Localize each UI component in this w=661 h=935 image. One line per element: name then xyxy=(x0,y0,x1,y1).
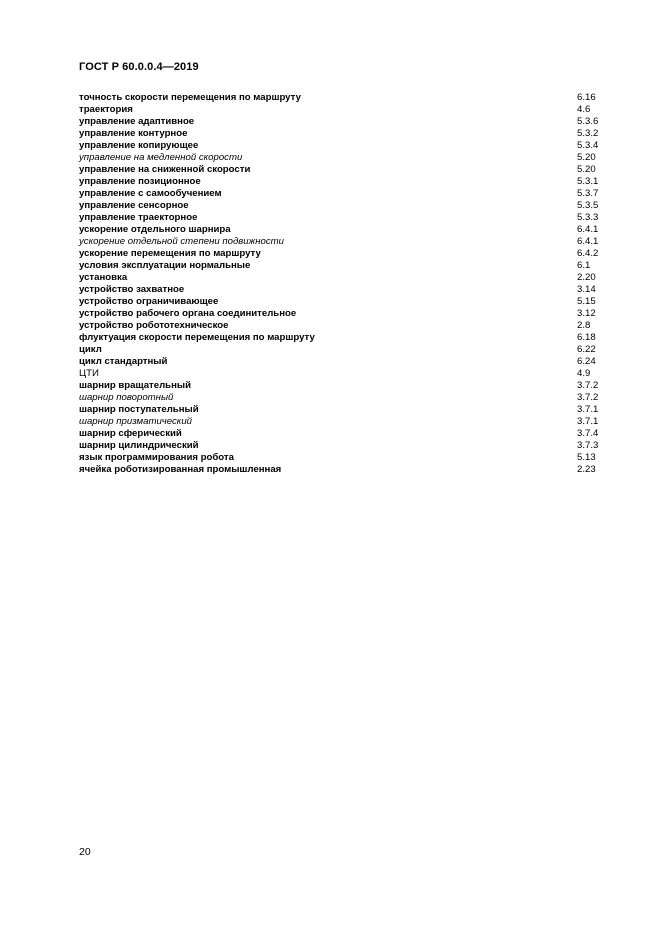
index-entry xyxy=(79,428,619,440)
index-entry xyxy=(79,380,619,392)
index-entry xyxy=(79,152,619,164)
index-term: условия эксплуатации нормальные xyxy=(79,260,251,271)
index-entry xyxy=(79,308,619,320)
index-term: устройство робототехническое xyxy=(79,320,229,331)
index-entry xyxy=(79,236,619,248)
index-term: шарнир призматический xyxy=(79,416,192,427)
index-term: шарнир вращательный xyxy=(79,380,191,391)
index-entry xyxy=(79,224,619,236)
document-header xyxy=(79,61,199,73)
index-term: управление позиционное xyxy=(79,176,201,187)
index-term: шарнир цилиндрический xyxy=(79,440,199,451)
index-entry xyxy=(79,464,619,476)
index-entry xyxy=(79,260,619,272)
index-entry xyxy=(79,320,619,332)
index-term: шарнир поступательный xyxy=(79,404,199,415)
index-section-ref: 4.6 xyxy=(577,104,591,115)
index-term: управление траекторное xyxy=(79,212,198,223)
index-term: ускорение отдельной степени подвижности xyxy=(79,236,284,247)
index-section-ref: 5.3.3 xyxy=(577,212,599,223)
index-section-ref: 5.20 xyxy=(577,164,596,175)
index-entry xyxy=(79,416,619,428)
index-entry xyxy=(79,404,619,416)
index-section-ref: 5.3.4 xyxy=(577,140,599,151)
index-term: устройство захватное xyxy=(79,284,185,295)
index-section-ref: 4.9 xyxy=(577,368,591,379)
index-section-ref: 5.3.6 xyxy=(577,116,599,127)
index-section-ref: 6.4.1 xyxy=(577,236,599,247)
index-section-ref: 5.3.2 xyxy=(577,128,599,139)
index-entry xyxy=(79,212,619,224)
index-entry xyxy=(79,392,619,404)
index-section-ref: 2.20 xyxy=(577,272,596,283)
index-entry xyxy=(79,248,619,260)
index-section-ref: 2.23 xyxy=(577,464,596,475)
index-section-ref: 3.7.2 xyxy=(577,392,599,403)
index-section-ref: 3.7.3 xyxy=(577,440,599,451)
index-term: устройство ограничивающее xyxy=(79,296,219,307)
index-section-ref: 3.12 xyxy=(577,308,596,319)
index-section-ref: 5.20 xyxy=(577,152,596,163)
index-section-ref: 5.3.5 xyxy=(577,200,599,211)
index-term: управление на сниженной скорости xyxy=(79,164,251,175)
standard-code: ГОСТ Р 60.0.0.4—2019 xyxy=(79,61,199,73)
index-entry xyxy=(79,440,619,452)
index-section-ref: 6.16 xyxy=(577,92,596,103)
index-section-ref: 6.22 xyxy=(577,344,596,355)
index-term: управление адаптивное xyxy=(79,116,195,127)
index-section-ref: 6.4.2 xyxy=(577,248,599,259)
index-entry xyxy=(79,452,619,464)
index-section-ref: 5.3.1 xyxy=(577,176,599,187)
index-term: управление с самообучением xyxy=(79,188,222,199)
index-term: управление копирующее xyxy=(79,140,199,151)
index-section-ref: 6.1 xyxy=(577,260,591,271)
index-term: язык программирования робота xyxy=(79,452,234,463)
index-section-ref: 6.4.1 xyxy=(577,224,599,235)
index-entry xyxy=(79,284,619,296)
index-entry xyxy=(79,344,619,356)
index-term: управление контурное xyxy=(79,128,188,139)
index-entry xyxy=(79,368,619,380)
index-entry xyxy=(79,128,619,140)
index-section-ref: 2.8 xyxy=(577,320,591,331)
index-term: ускорение перемещения по маршруту xyxy=(79,248,261,259)
index-term: управление сенсорное xyxy=(79,200,189,211)
index-entry xyxy=(79,200,619,212)
index-entry xyxy=(79,296,619,308)
index-term: флуктуация скорости перемещения по маршруту xyxy=(79,332,315,343)
index-term: ускорение отдельного шарнира xyxy=(79,224,231,235)
index-section-ref: 6.18 xyxy=(577,332,596,343)
index-section-ref: 3.14 xyxy=(577,284,596,295)
index-entry xyxy=(79,104,619,116)
index-term: ЦТИ xyxy=(79,368,99,379)
index-entry xyxy=(79,164,619,176)
index-term: цикл стандартный xyxy=(79,356,168,367)
alphabetical-term-index xyxy=(79,92,619,476)
index-section-ref: 6.24 xyxy=(577,356,596,367)
index-term: установка xyxy=(79,272,128,283)
page-number: 20 xyxy=(79,846,91,858)
index-term: устройство рабочего органа соединительное xyxy=(79,308,297,319)
index-term: управление на медленной скорости xyxy=(79,152,243,163)
index-entry xyxy=(79,116,619,128)
index-entry xyxy=(79,272,619,284)
index-section-ref: 3.7.1 xyxy=(577,416,599,427)
index-entry xyxy=(79,332,619,344)
index-section-ref: 3.7.4 xyxy=(577,428,599,439)
index-section-ref: 5.3.7 xyxy=(577,188,599,199)
index-entry xyxy=(79,176,619,188)
index-section-ref: 5.15 xyxy=(577,296,596,307)
index-term: ячейка роботизированная промышленная xyxy=(79,464,282,475)
index-term: траектория xyxy=(79,104,133,115)
index-entry xyxy=(79,188,619,200)
index-term: шарнир сферический xyxy=(79,428,182,439)
index-section-ref: 3.7.1 xyxy=(577,404,599,415)
index-entry xyxy=(79,92,619,104)
index-term: шарнир поворотный xyxy=(79,392,174,403)
index-section-ref: 3.7.2 xyxy=(577,380,599,391)
index-term: точность скорости перемещения по маршруту xyxy=(79,92,301,103)
index-section-ref: 5.13 xyxy=(577,452,596,463)
index-entry xyxy=(79,140,619,152)
index-term: цикл xyxy=(79,344,102,355)
index-entry xyxy=(79,356,619,368)
